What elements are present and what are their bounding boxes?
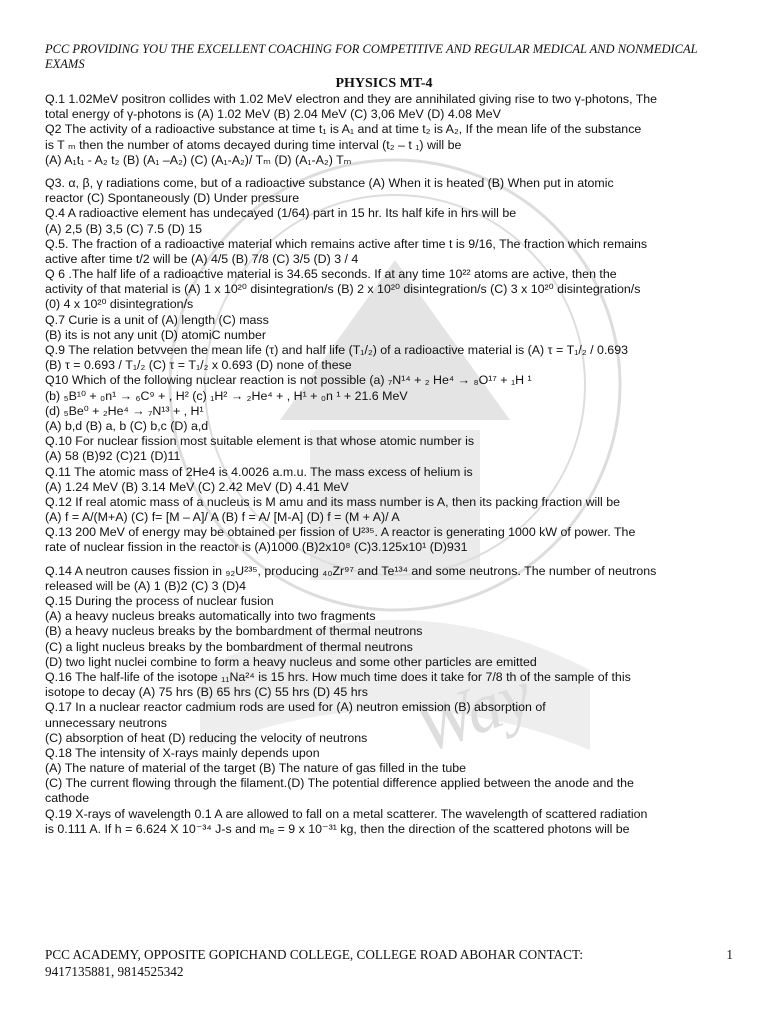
text-line: (A) A₁t₁ - A₂ t₂ (B) (A₁ –A₂) (C) (A₁-A₂)/ Tₘ (D) (A₁-A₂) Tₘ xyxy=(45,152,352,167)
text-line: (A) b,d (B) a, b (C) b,c (D) a,d xyxy=(45,418,209,433)
text-line: Q2 The activity of a radioactive substance at time t₁ is A₁ and at time t₂ is A₂, If the mean life of the substance xyxy=(45,122,642,137)
text-line: is 0.111 A. If h = 6.624 X 10⁻³⁴ J-s and mₑ = 9 x 10⁻³¹ kg, then the direction of the scattered photons will be xyxy=(45,821,630,836)
text-line: (A) 2,5 (B) 3,5 (C) 7.5 (D) 15 xyxy=(45,221,202,236)
text-line: (A) f = A/(M+A) (C) f= [M – A]/ A (B) f = A/ [M-A] (D) f = (M + A)/ A xyxy=(45,510,400,525)
footer-address: PCC ACADEMY, OPPOSITE GOPICHAND COLLEGE, COLLEGE ROAD ABOHAR CONTACT: xyxy=(45,947,584,962)
text-line: released will be (A) 1 (B)2 (C) 3 (D)4 xyxy=(45,578,247,593)
text-line: Q.16 The half-life of the isotope ₁₁Na²⁴ is 15 hrs. How much time does it take for 7/8 th of the sample of this xyxy=(45,669,631,684)
text-line: (b) ₅B¹⁰ + ₀n¹ → ₆C⁹ + , H² (c) ₁H² → ₂He⁴ + , H¹ + ₀n ¹ + 21.6 MeV xyxy=(45,388,408,403)
text-line: Q.19 X-rays of wavelength 0.1 A are allowed to fall on a metal scatterer. The wavelength of scattered radiation xyxy=(45,806,648,821)
text-line: Q.18 The intensity of X-rays mainly depends upon xyxy=(45,745,320,760)
footer xyxy=(45,946,733,980)
text-line: cathode xyxy=(45,791,90,806)
text-line: Q 6 .The half life of a radioactive material is 34.65 seconds. If at any time 10²² atoms are active, then the xyxy=(45,267,617,282)
header-text: PCC PROVIDING YOU THE EXCELLENT COACHING FOR COMPETITIVE AND REGULAR MEDICAL AND NONMEDICAL EXAMS xyxy=(45,42,698,71)
text-line: (D) two light nuclei combine to form a heavy nucleus and some other particles are emitted xyxy=(45,654,537,669)
text-line: (A) The nature of material of the target (B) The nature of gas filled in the tube xyxy=(45,761,467,776)
text-line: (B) τ = 0.693 / T₁/₂ (C) τ = T₁/₂ x 0.693 (D) none of these xyxy=(45,358,352,373)
text-line: active after time t/2 will be (A) 4/5 (B) 7/8 (C) 3/5 (D) 3 / 4 xyxy=(45,251,359,266)
text-line: (C) absorption of heat (D) reducing the velocity of neutrons xyxy=(45,730,368,745)
text-line: Q.14 A neutron causes fission in ₉₂U²³⁵, producing ₄₀Zr⁹⁷ and Te¹³⁴ and some neutrons. The number of neutrons xyxy=(45,563,657,578)
text-line: (A) 58 (B)92 (C)21 (D)11 xyxy=(45,449,181,464)
text-line: rate of nuclear fission in the reactor is (A)1000 (B)2x10⁸ (C)3.125x10¹ (D)931 xyxy=(45,540,468,555)
text-line: (B) its is not any unit (D) atomiC number xyxy=(45,327,267,342)
text-line: (A) a heavy nucleus breaks automatically into two fragments xyxy=(45,609,376,624)
text-line: Q.5. The fraction of a radioactive material which remains active after time t is 9/16, The fraction which remains xyxy=(45,236,648,251)
text-line xyxy=(45,168,725,176)
text-line: Q.4 A radioactive element has undecayed (1/64) part in 15 hr. Its half kife in hrs will be xyxy=(45,206,517,221)
text-line: reactor (C) Spontaneously (D) Under pressure xyxy=(45,191,300,206)
text-line: Q10 Which of the following nuclear reaction is not possible (a) ₇N¹⁴ + ₂ He⁴ → ₈O¹⁷ + ₁H ¹ xyxy=(45,373,532,388)
text-line: Q.1 1.02MeV positron collides with 1.02 MeV electron and they are annihilated giving rise to two γ-photons, The xyxy=(45,92,658,106)
text-line: unnecessary neutrons xyxy=(45,715,167,730)
text-line: (A) 1.24 MeV (B) 3.14 MeV (C) 2.42 MeV (D) 4.41 MeV xyxy=(45,479,349,494)
text-line: Q.9 The relation betvveen the mean life (τ) and half life (T₁/₂) of a radioactive material is (A) τ = T₁/₂ / 0.693 xyxy=(45,343,628,357)
text-line: Q.7 Curie is a unit of (A) length (C) mass xyxy=(45,312,269,327)
text-line: Q.12 If real atomic mass of a nucleus is M amu and its mass number is A, then its packing fraction will be xyxy=(45,494,621,509)
text-line: Q.13 200 MeV of energy may be obtained per fission of U²³⁵. A reactor is generating 1000 kW of power. The xyxy=(45,525,636,540)
text-line: activity of that material is (A) 1 x 10²⁰ disintegration/s (B) 2 x 10²⁰ disintegration/s (C) 3 x 10²⁰ disintegration/s xyxy=(45,282,641,297)
text-line: Q3. α, β, γ radiations come, but of a radioactive substance (A) When it is heated (B) When put in atomic xyxy=(45,175,614,190)
text-line: Q.11 The atomic mass of 2He4 is 4.0026 a.m.u. The mass excess of helium is xyxy=(45,464,473,479)
text-line: Q.17 In a nuclear reactor cadmium rods are used for (A) neutron emission (B) absorption of xyxy=(45,700,546,715)
text-line: Q.15 During the process of nuclear fusion xyxy=(45,594,274,608)
text-line: (B) a heavy nucleus breaks by the bombardment of thermal neutrons xyxy=(45,624,423,639)
text-line: isotope to decay (A) 75 hrs (B) 65 hrs (C) 55 hrs (D) 45 hrs xyxy=(45,685,368,700)
footer-contact: 9417135881, 9814525342 xyxy=(45,964,184,979)
text-line: (C) a light nucleus breaks by the bombardment of thermal neutrons xyxy=(45,639,413,654)
question-body xyxy=(45,92,725,837)
text-line xyxy=(45,556,725,564)
text-line: is T ₘ then the number of atoms decayed during time interval (t₂ – t ₁) will be xyxy=(45,137,462,152)
page-title: PHYSICS MT-4 xyxy=(335,76,433,91)
text-line: (C) The current flowing through the filament.(D) The potential difference applied between the anode and the xyxy=(45,776,634,791)
text-line: Q.10 For nuclear fission most suitable element is that whose atomic number is xyxy=(45,434,475,449)
watermark-text: Way xyxy=(404,655,543,769)
text-line: (d) ₅Be⁰ + ₂He⁴ → ₇N¹³ + , H¹ xyxy=(45,403,204,418)
page-number: 1 xyxy=(726,947,733,962)
text-line: total energy of γ-photons is (A) 1.02 MeV (B) 2.04 MeV (C) 3,06 MeV (D) 4.08 MeV xyxy=(45,107,501,122)
text-line: (0) 4 x 10²⁰ disintegration/s xyxy=(45,297,194,312)
